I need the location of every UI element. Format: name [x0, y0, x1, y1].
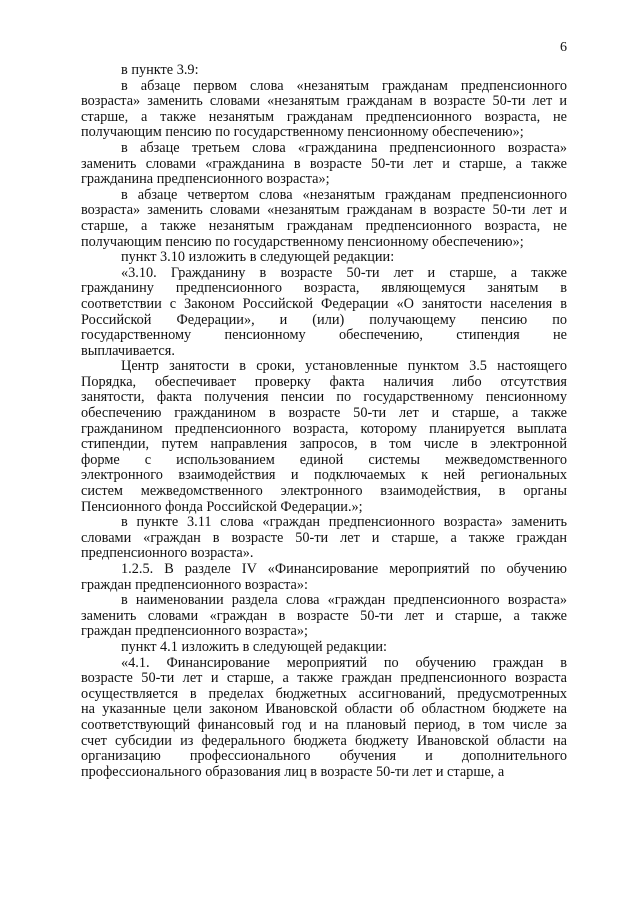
paragraph — [81, 79, 567, 141]
text-line: в пункте 3.11 слова «граждан предпенсионного возраста» заменить — [121, 514, 567, 531]
text-line: граждан предпенсионного возраста»: — [81, 576, 308, 593]
text-line: получающим пенсию по государственному пенсионному обеспечению»; — [81, 124, 524, 141]
paragraph — [81, 593, 567, 640]
paragraph — [81, 266, 567, 360]
text-line: Порядка, обеспечивает проверку факта наличия либо отсутствия — [81, 373, 567, 390]
text-line: в наименовании раздела слова «граждан предпенсионного возраста» — [121, 592, 567, 609]
text-line: организацию профессионального обучения и дополнительного — [81, 748, 567, 765]
text-line: словами «граждан в возрасте 50-ти лет и старше, а также граждан — [81, 529, 567, 546]
text-line: заменить словами «гражданина в возрасте 50-ти лет и старше, а также — [81, 155, 567, 172]
text-line: электронного взаимодействия и подключаемых к ней региональных — [81, 467, 567, 484]
text-line: гражданину предпенсионного возраста, являющемуся занятым в — [81, 280, 567, 297]
text-line: возрасте 50-ти лет и старше, а также граждан предпенсионного возраста — [81, 670, 567, 687]
text-line: обеспечению гражданином в возрасте 50-ти лет и старше, а также — [81, 405, 567, 422]
text-line: Российской Федерации», и (или) получающему пенсию по — [81, 311, 567, 328]
text-line: гражданина предпенсионного возраста»; — [81, 171, 330, 188]
text-line: 1.2.5. В разделе IV «Финансирование мероприятий по обучению — [121, 561, 567, 577]
paragraph — [81, 515, 567, 562]
text-line: возраста» заменить словами «незанятым гражданам в возрасте 50-ти лет и — [81, 93, 567, 110]
text-line: получающим пенсию по государственному пенсионному обеспечению»; — [81, 233, 524, 250]
paragraph — [81, 188, 567, 250]
paragraph — [81, 656, 567, 781]
text-line: Пенсионного фонда Российской Федерации.»; — [81, 498, 363, 515]
text-line: пункт 3.10 изложить в следующей редакции: — [121, 249, 395, 266]
text-line: граждан предпенсионного возраста»; — [81, 623, 308, 640]
paragraph — [81, 640, 567, 656]
text-line: профессионального образования лиц в возрасте 50-ти лет и старше, а — [81, 763, 505, 780]
text-line: пункт 4.1 изложить в следующей редакции: — [121, 638, 388, 655]
page-number: 6 — [560, 40, 567, 55]
text-line: гражданином предпенсионного возраста, которому планируется выплата — [81, 420, 567, 437]
paragraph — [81, 63, 567, 79]
text-line: осуществляется в пределах бюджетных ассигнований, предусмотренных — [81, 685, 567, 702]
text-line: государственному пенсионному обеспечению, стипендия не — [81, 327, 567, 344]
paragraph — [81, 359, 567, 515]
text-line: старше, а также незанятым гражданам предпенсионного возраста, не — [81, 108, 567, 125]
text-line: в абзаце первом слова «незанятым гражданам предпенсионного — [121, 77, 567, 94]
document-body — [81, 63, 567, 780]
text-line: «3.10. Гражданину в возрасте 50-ти лет и старше, а также — [121, 264, 567, 281]
text-line: Центр занятости в сроки, установленные пунктом 3.5 настоящего — [121, 358, 567, 375]
text-line: счет субсидии из федерального бюджета бюджету Ивановской области на — [81, 732, 567, 749]
text-line: в абзаце четвертом слова «незанятым гражданам предпенсионного — [121, 186, 567, 203]
text-line: соответствии с Законом Российской Федерации «О занятости населения в — [81, 295, 567, 312]
text-line: занятости, факта получения пенсии по государственному пенсионному — [81, 389, 567, 406]
text-line: в пункте 3.9: — [121, 62, 199, 78]
text-line: соответствующий финансовый год и на плановый период, в том числе за — [81, 716, 567, 733]
text-line: форме с использованием единой системы межведомственного — [81, 451, 567, 468]
paragraph — [81, 141, 567, 188]
text-line: старше, а также незанятым гражданам предпенсионного возраста, не — [81, 217, 567, 234]
text-line: предпенсионного возраста». — [81, 545, 254, 562]
text-line: стипендии, путем направления запросов, в том числе в электронной — [81, 436, 567, 453]
paragraph — [81, 562, 567, 593]
text-line: заменить словами «граждан в возрасте 50-ти лет и старше, а также — [81, 607, 567, 624]
text-line: в абзаце третьем слова «гражданина предпенсионного возраста» — [121, 139, 567, 156]
text-line: систем межведомственного электронного взаимодействия, в органы — [81, 483, 567, 500]
text-line: выплачивается. — [81, 342, 175, 359]
text-line: на указанные цели законом Ивановской области об областном бюджете на — [81, 701, 567, 718]
paragraph — [81, 250, 567, 266]
text-line: возраста» заменить словами «незанятым гражданам в возрасте 50-ти лет и — [81, 202, 567, 219]
text-line: «4.1. Финансирование мероприятий по обучению граждан в — [121, 654, 567, 671]
